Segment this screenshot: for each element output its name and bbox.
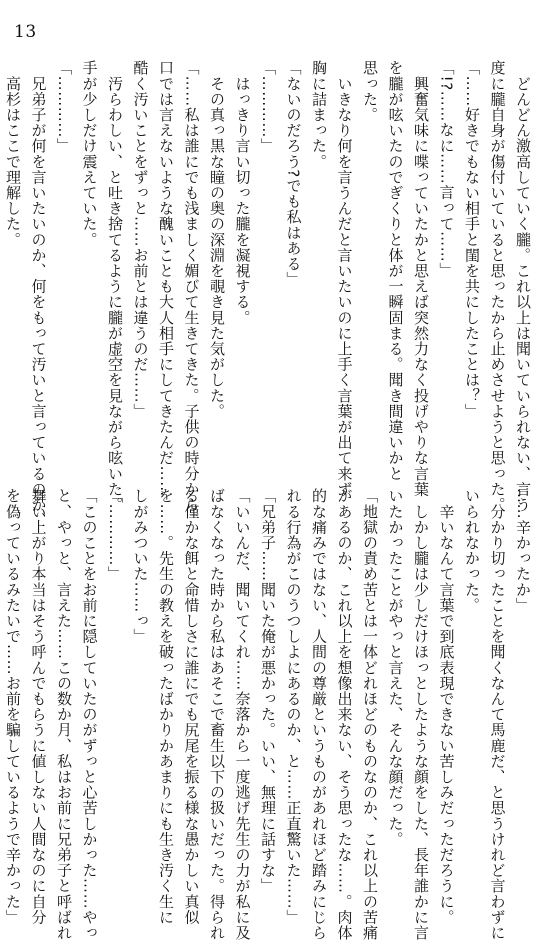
text-line: 「…………」 xyxy=(55,60,73,154)
text-line: 高杉はここで理解した。 xyxy=(4,60,22,248)
text-line: 汚らわしい、と吐き捨てるように朧が虚空を見ながら呟いた。 xyxy=(106,60,124,513)
text-line: 胸に詰まった。 xyxy=(310,60,328,170)
text-line: ばなくなった時から私はあそこで畜生以下の扱いだった。得られ xyxy=(208,488,226,940)
text-line: いきなり何を言うんだと言いたいのに上手く言葉が出て来ず xyxy=(335,60,354,497)
text-line: ……辛かったか」 xyxy=(514,488,532,613)
text-line: があるのか、これ以上を想像出来ない、そう思ったな……。肉体 xyxy=(335,488,354,940)
text-line: 酷く汚いことをずっと……お前とは違うのだ……」 xyxy=(131,60,150,419)
text-line: 思った。 xyxy=(361,60,379,123)
text-line: しかし朧は少しだけほっとしたような顔をした、長年誰かに言 xyxy=(412,488,430,940)
text-line: いられなかった。 xyxy=(463,488,481,613)
text-line: 兄弟子が何を言いたいのか、何をもって汚いと言っているのか、 xyxy=(29,60,48,528)
text-line: 「ないのだろう?でも私はある」 xyxy=(284,60,303,287)
text-line: 「このことをお前に隠していたのがずっと心苦しかった……やっ xyxy=(80,488,99,940)
text-line: 「兄弟子……聞いた俺が悪かった。いい、無理に話すな」 xyxy=(259,488,277,894)
text-line: その真っ黒な瞳の奥の深淵を覗き見た気がした。 xyxy=(208,60,226,419)
text-line: 「いいんだ、聞いてくれ……奈落から一度逃げ先生の力が私に及 xyxy=(233,488,252,940)
text-line: 的な痛みではない、人間の尊厳というものがあれほど踏みにじら xyxy=(310,488,328,940)
text-line: と、やっと、言えた……この数か月、私はお前に兄弟子と呼ばれ xyxy=(55,488,73,940)
page-number: 13 xyxy=(14,22,37,42)
text-line: 度に朧自身が傷付いていると思ったから止めさせようと思った。 xyxy=(488,60,507,513)
text-line: 「地獄の責め苦とは一体どれほどのものなのか、これ以上の苦痛 xyxy=(361,488,379,940)
text-line: れる行為がこのうつしよにあるのか、と……正直驚いた……」 xyxy=(284,488,303,925)
text-line: いたかったことがやっと言えた、そんな顔だった。 xyxy=(386,488,405,847)
text-line: はっきり言い切った朧を凝視する。 xyxy=(233,60,252,326)
text-line: を偽っているみたいで……お前を騙しているようで辛かった」 xyxy=(4,488,22,925)
text-line: どんどん激高していく朧。これ以上は聞いていられない、言う xyxy=(514,60,532,513)
text-line: 「…………」 xyxy=(106,488,124,582)
text-line: 「!?……なに……言って……」 xyxy=(437,60,456,278)
text-line: る僅かな餌と命惜しさに誰にでも尻尾を振る様な愚かしい真似 xyxy=(182,488,201,925)
text-line: しがみついた……っ」 xyxy=(131,488,150,644)
text-line: 口では言えないような醜いことも大人相手にしてきたんだ…… xyxy=(157,60,175,497)
text-block-top xyxy=(4,60,535,528)
text-line: 「……好きでもない相手と閨を共にしたことは？」 xyxy=(463,60,481,419)
text-line: 興奮気味に喋っていたかと思えば突然力なく投げやりな言葉 xyxy=(412,60,430,497)
text-block-bottom xyxy=(4,488,535,940)
text-line: 辛いなんて言葉で到底表現できない苦しみだっただろうに。 xyxy=(437,488,456,925)
text-line: 「…………」 xyxy=(259,60,277,154)
text-line: を朧が呟いたのでぎくりと体が一瞬固まる。聞き間違いかと xyxy=(386,60,405,482)
text-line: を……。先生の教えを破ったばかりかあまりにも生き汚く生に xyxy=(157,488,175,925)
text-line: 舞い上がり本当はそう呼んでもらうに値しない人間なのに自分 xyxy=(29,488,48,925)
text-line: 分かり切ったことを聞くなんて馬鹿だ、と思うけれど言わずに xyxy=(488,488,507,940)
text-line: 手が少しだけ震えていた。 xyxy=(80,60,99,248)
text-line: 「……私は誰にでも浅ましく媚びて生きてきた。子供の時分から xyxy=(182,60,201,513)
